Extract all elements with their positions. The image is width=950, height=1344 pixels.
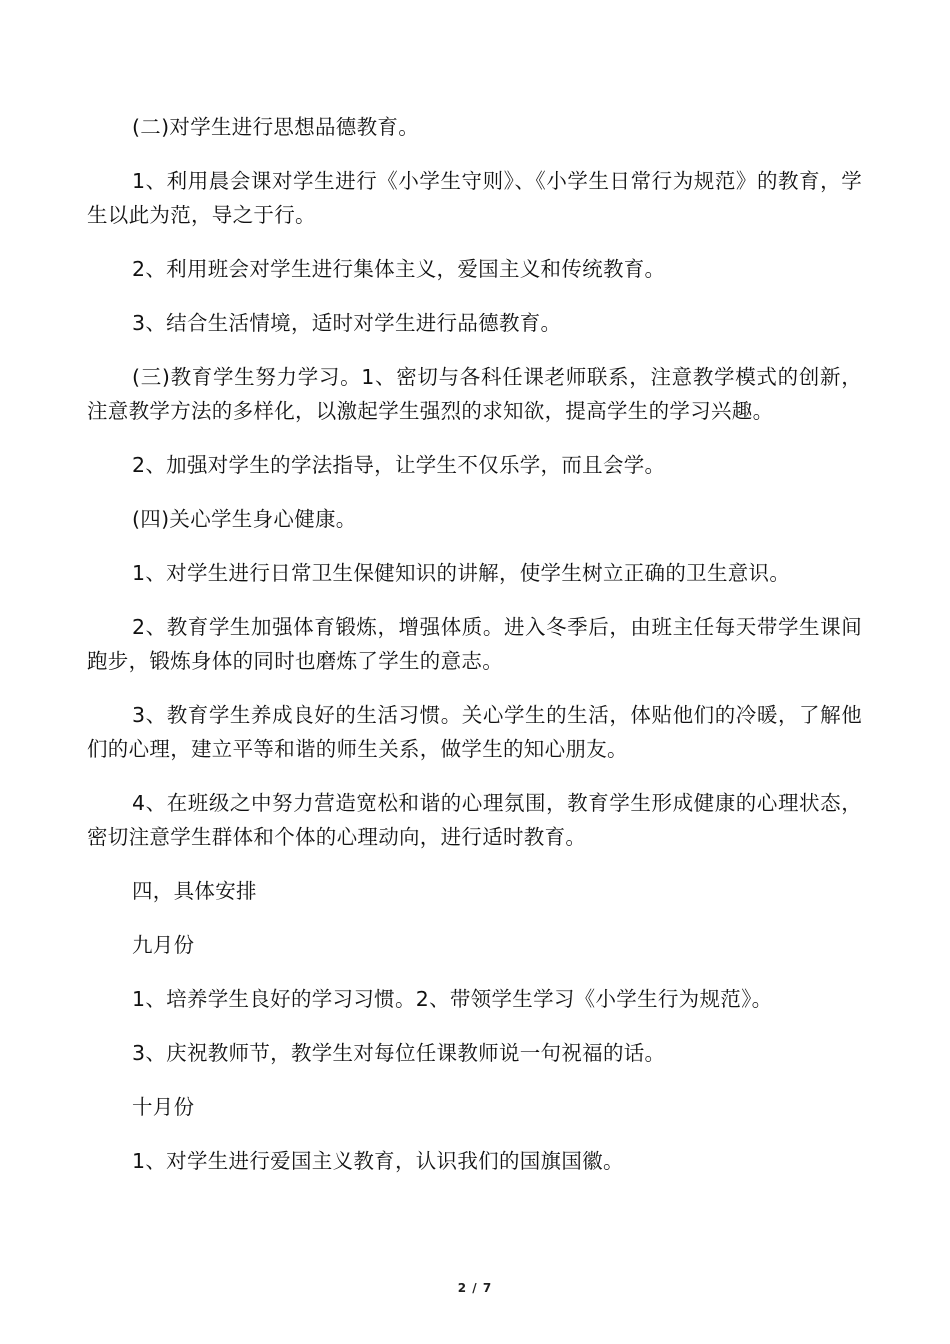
paragraph-item: 4、在班级之中努力营造宽松和谐的心理氛围，教育学生形成健康的心理状态，密切注意学生群体和个体的心理动向，进行适时教育。	[87, 791, 862, 849]
paragraph-item: 3、教育学生养成良好的生活习惯。关心学生的生活，体贴他们的冷暖，了解他们的心理，建立平等和谐的师生关系，做学生的知心朋友。	[87, 703, 862, 761]
month-heading-september: 九月份	[132, 933, 195, 957]
paragraph-item: 3、庆祝教师节，教学生对每位任课教师说一句祝福的话。	[132, 1041, 666, 1065]
paragraph-item: 2、加强对学生的学法指导，让学生不仅乐学，而且会学。	[132, 453, 666, 477]
paragraph-item: 1、利用晨会课对学生进行《小学生守则》、《小学生日常行为规范》的教育，学生以此为范，导之于行。	[87, 169, 862, 227]
month-heading-october: 十月份	[132, 1095, 195, 1119]
section-heading-moral-education: (二)对学生进行思想品德教育。	[132, 115, 419, 139]
document-body	[87, 110, 862, 1178]
paragraph-item: 1、培养学生良好的学习习惯。2、带领学生学习《小学生行为规范》。	[132, 987, 773, 1011]
paragraph-item: 2、利用班会对学生进行集体主义，爱国主义和传统教育。	[132, 257, 666, 281]
section-heading-schedule: 四，具体安排	[132, 879, 257, 903]
paragraph-item: 1、对学生进行爱国主义教育，认识我们的国旗国徽。	[132, 1149, 624, 1173]
paragraph-item: 1、对学生进行日常卫生保健知识的讲解，使学生树立正确的卫生意识。	[132, 561, 791, 585]
page-number: 2 / 7	[457, 1281, 493, 1295]
section-heading-health: (四)关心学生身心健康。	[132, 507, 357, 531]
paragraph-item: 2、教育学生加强体育锻炼，增强体质。进入冬季后，由班主任每天带学生课间跑步，锻炼身体的同时也磨炼了学生的意志。	[87, 615, 862, 673]
paragraph-item: 3、结合生活情境，适时对学生进行品德教育。	[132, 311, 562, 335]
section-paragraph-study: (三)教育学生努力学习。1、密切与各科任课老师联系，注意教学模式的创新，注意教学方法的多样化，以激起学生强烈的求知欲，提高学生的学习兴趣。	[87, 365, 862, 423]
